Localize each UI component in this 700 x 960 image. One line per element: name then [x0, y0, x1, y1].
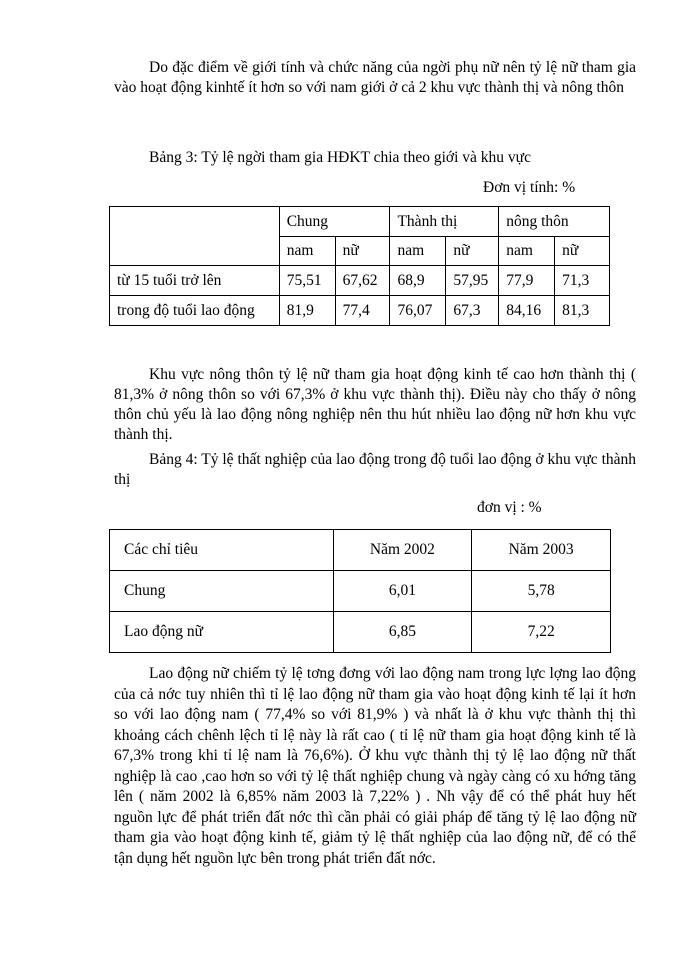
table3-group-header-row [110, 207, 610, 237]
table-cell: 7,22 [472, 612, 611, 653]
table-cell: 77,4 [335, 296, 390, 326]
table3-group-header: Chung [279, 207, 390, 237]
table3-caption: Bảng 3: Tỷ lệ ngời tham gia HĐKT chia theo giới và khu vực [149, 149, 531, 166]
table4-row-label: Chung [110, 571, 334, 612]
table3-subheader: nữ [555, 237, 610, 266]
table3-subheader: nam [279, 237, 335, 266]
table-row [110, 266, 610, 296]
table3-empty-corner [110, 207, 280, 266]
table-cell: 6,85 [333, 612, 472, 653]
table-cell: 75,51 [279, 266, 335, 296]
table-cell: 71,3 [555, 266, 610, 296]
table-cell: 81,9 [279, 296, 335, 326]
table-row [110, 612, 611, 653]
table4-unit: đơn vị : % [477, 499, 542, 516]
table-3 [109, 206, 610, 326]
paragraph-3: Lao động nữ chiếm tỷ lệ tơng đơng với lao động nam trong lực lợng lao động của cả nớc tuy nhiên thì tỉ lệ lao động nữ tham gia vào hoạt động kinh tế lại ít hơn so với lao động nam ( 77,4% so với 81,9% ) và nhất là ở khu vực thành thị thì khoảng cách chênh lệch tỉ lệ này là rất cao ( tỉ lệ nữ tham gia hoạt động kinh tế là 67,3% trong khi tỉ lệ nam là 76,6%). Ở khu vực thành thị tỷ lệ lao động nữ thất nghiệp là cao ,cao hơn so với tỷ lệ thất nghiệp chung và ngày càng có xu hớng tăng lên ( năm 2002 là 6,85% năm 2003 là 7,22% ) . Nh vậy để có thể phát huy hết nguồn lực để phát triển đất nớc thì cần phải có giải pháp để tăng tỷ lệ lao động nữ tham gia vào hoạt động kinh tế, giảm tỷ lệ thất nghiệp của lao động nữ, để có thể tận dụng hết nguồn lực bên trong phát triển đất nớc. [114, 665, 636, 867]
table4-row-label: Lao động nữ [110, 612, 334, 653]
table4-header-row [110, 530, 611, 571]
table3-row-label: trong độ tuổi lao động [110, 296, 280, 326]
paragraph-1: Do đặc điểm về giới tính và chức năng của ngời phụ nữ nên tỷ lệ nữ tham gia vào hoạt động kinhtế ít hơn so với nam giới ở cả 2 khu vực thành thị và nông thôn [114, 59, 636, 96]
table-4 [109, 529, 611, 653]
table-cell: 68,9 [390, 266, 446, 296]
paragraph-2: Khu vực nông thôn tỷ lệ nữ tham gia hoạt động kinh tế cao hơn thành thị ( 81,3% ở nông thôn so với 67,3% ở khu vực thành thị). Điều này cho thấy ở nông thôn chủ yếu là lao động nông nghiệp nên thu hút nhiều lao động nữ hơn khu vực thành thị. [114, 366, 636, 443]
table4-header: Các chỉ tiêu [110, 530, 334, 571]
table-cell: 76,07 [390, 296, 446, 326]
table-cell: 67,3 [446, 296, 499, 326]
table-row [110, 571, 611, 612]
table3-unit: Đơn vị tính: % [483, 179, 576, 196]
table-cell: 84,16 [499, 296, 555, 326]
table3-subheader: nam [499, 237, 555, 266]
table3-subheader: nữ [335, 237, 390, 266]
table-cell: 81,3 [555, 296, 610, 326]
table-cell: 5,78 [472, 571, 611, 612]
table3-subheader: nam [390, 237, 446, 266]
table-cell: 6,01 [333, 571, 472, 612]
table-cell: 67,62 [335, 266, 390, 296]
table3-row-label: từ 15 tuổi trở lên [110, 266, 280, 296]
table4-header: Năm 2002 [333, 530, 472, 571]
table4-caption: Bảng 4: Tỷ lệ thất nghiệp của lao động trong độ tuổi lao động ở khu vực thành thị [114, 451, 636, 488]
table3-group-header: nông thôn [499, 207, 610, 237]
table-cell: 57,95 [446, 266, 499, 296]
table3-group-header: Thành thị [390, 207, 499, 237]
table4-header: Năm 2003 [472, 530, 611, 571]
table-row [110, 296, 610, 326]
table-cell: 77,9 [499, 266, 555, 296]
table3-subheader: nữ [446, 237, 499, 266]
